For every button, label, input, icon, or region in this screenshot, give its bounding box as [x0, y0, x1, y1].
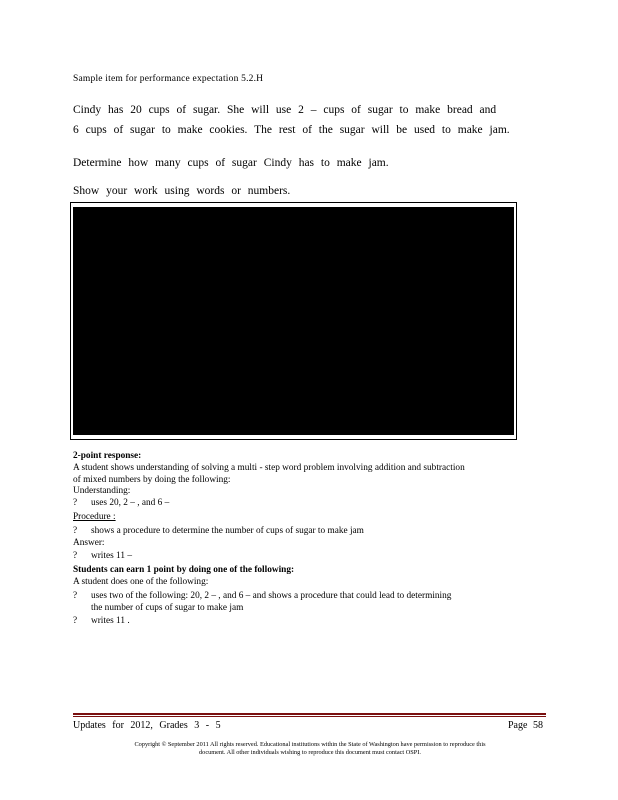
copyright-line-2: document. All other individuals wishing to reproduce this document must contact OSPI. — [199, 749, 421, 756]
answer-item — [73, 551, 533, 563]
procedure-heading: Procedure : — [73, 511, 116, 522]
footer-rule — [73, 713, 546, 715]
two-point-description-line-2: of mixed numbers by doing the following: — [73, 474, 231, 485]
copyright-line-1: Copyright © September 2011 All rights reserved. Educational institutions within the State of Washington have permission to reproduce this — [134, 741, 486, 748]
problem-instruction: Show your work using words or numbers. — [73, 185, 291, 197]
one-point-intro: A student does one of the following: — [73, 576, 209, 587]
problem-line-1: Cindy has 20 cups of sugar. She will use 2 – cups of sugar to make bread and — [73, 104, 497, 116]
page-number: Page 58 — [508, 720, 543, 731]
problem-line-2: 6 cups of sugar to make cookies. The rest of the sugar will be used to make jam. — [73, 124, 510, 136]
procedure-item — [73, 526, 533, 538]
footer-title: Updates for 2012, Grades 3 - 5 — [73, 720, 221, 731]
understanding-item — [73, 498, 533, 510]
redacted-answer-area — [73, 207, 514, 435]
bullet-glyph: ? — [73, 551, 78, 562]
procedure-item-text: shows a procedure to determine the number of cups of sugar to make jam — [91, 525, 364, 536]
footer-rule-thin — [73, 716, 546, 717]
two-point-heading: 2-point response: — [73, 451, 142, 461]
bullet-glyph: ? — [73, 616, 78, 627]
sample-item-label: Sample item for performance expectation 5.2.H — [73, 74, 264, 84]
two-point-description-line-1: A student shows understanding of solving a multi - step word problem involving addition and subtraction — [73, 462, 465, 473]
answer-heading: Answer: — [73, 537, 105, 548]
scoring-rubric — [73, 451, 533, 628]
student-answer-box — [70, 202, 517, 440]
one-point-item-1 — [73, 591, 533, 603]
one-point-item-1-continued: the number of cups of sugar to make jam — [91, 602, 244, 613]
answer-item-text: writes 11 – — [91, 551, 132, 562]
bullet-glyph: ? — [73, 525, 78, 536]
copyright-notice — [60, 741, 560, 757]
understanding-heading: Understanding: — [73, 486, 131, 497]
one-point-heading: Students can earn 1 point by doing one of the following: — [73, 565, 295, 576]
one-point-item-1-text: uses two of the following: 20, 2 – , and 6 – and shows a procedure that could lead to determining — [91, 590, 452, 601]
understanding-item-text: uses 20, 2 – , and 6 – — [91, 498, 170, 509]
problem-question: Determine how many cups of sugar Cindy has to make jam. — [73, 157, 389, 169]
bullet-glyph: ? — [73, 498, 78, 509]
one-point-item-2-text: writes 11 . — [91, 616, 130, 627]
bullet-glyph: ? — [73, 590, 78, 601]
one-point-item-2 — [73, 616, 533, 628]
